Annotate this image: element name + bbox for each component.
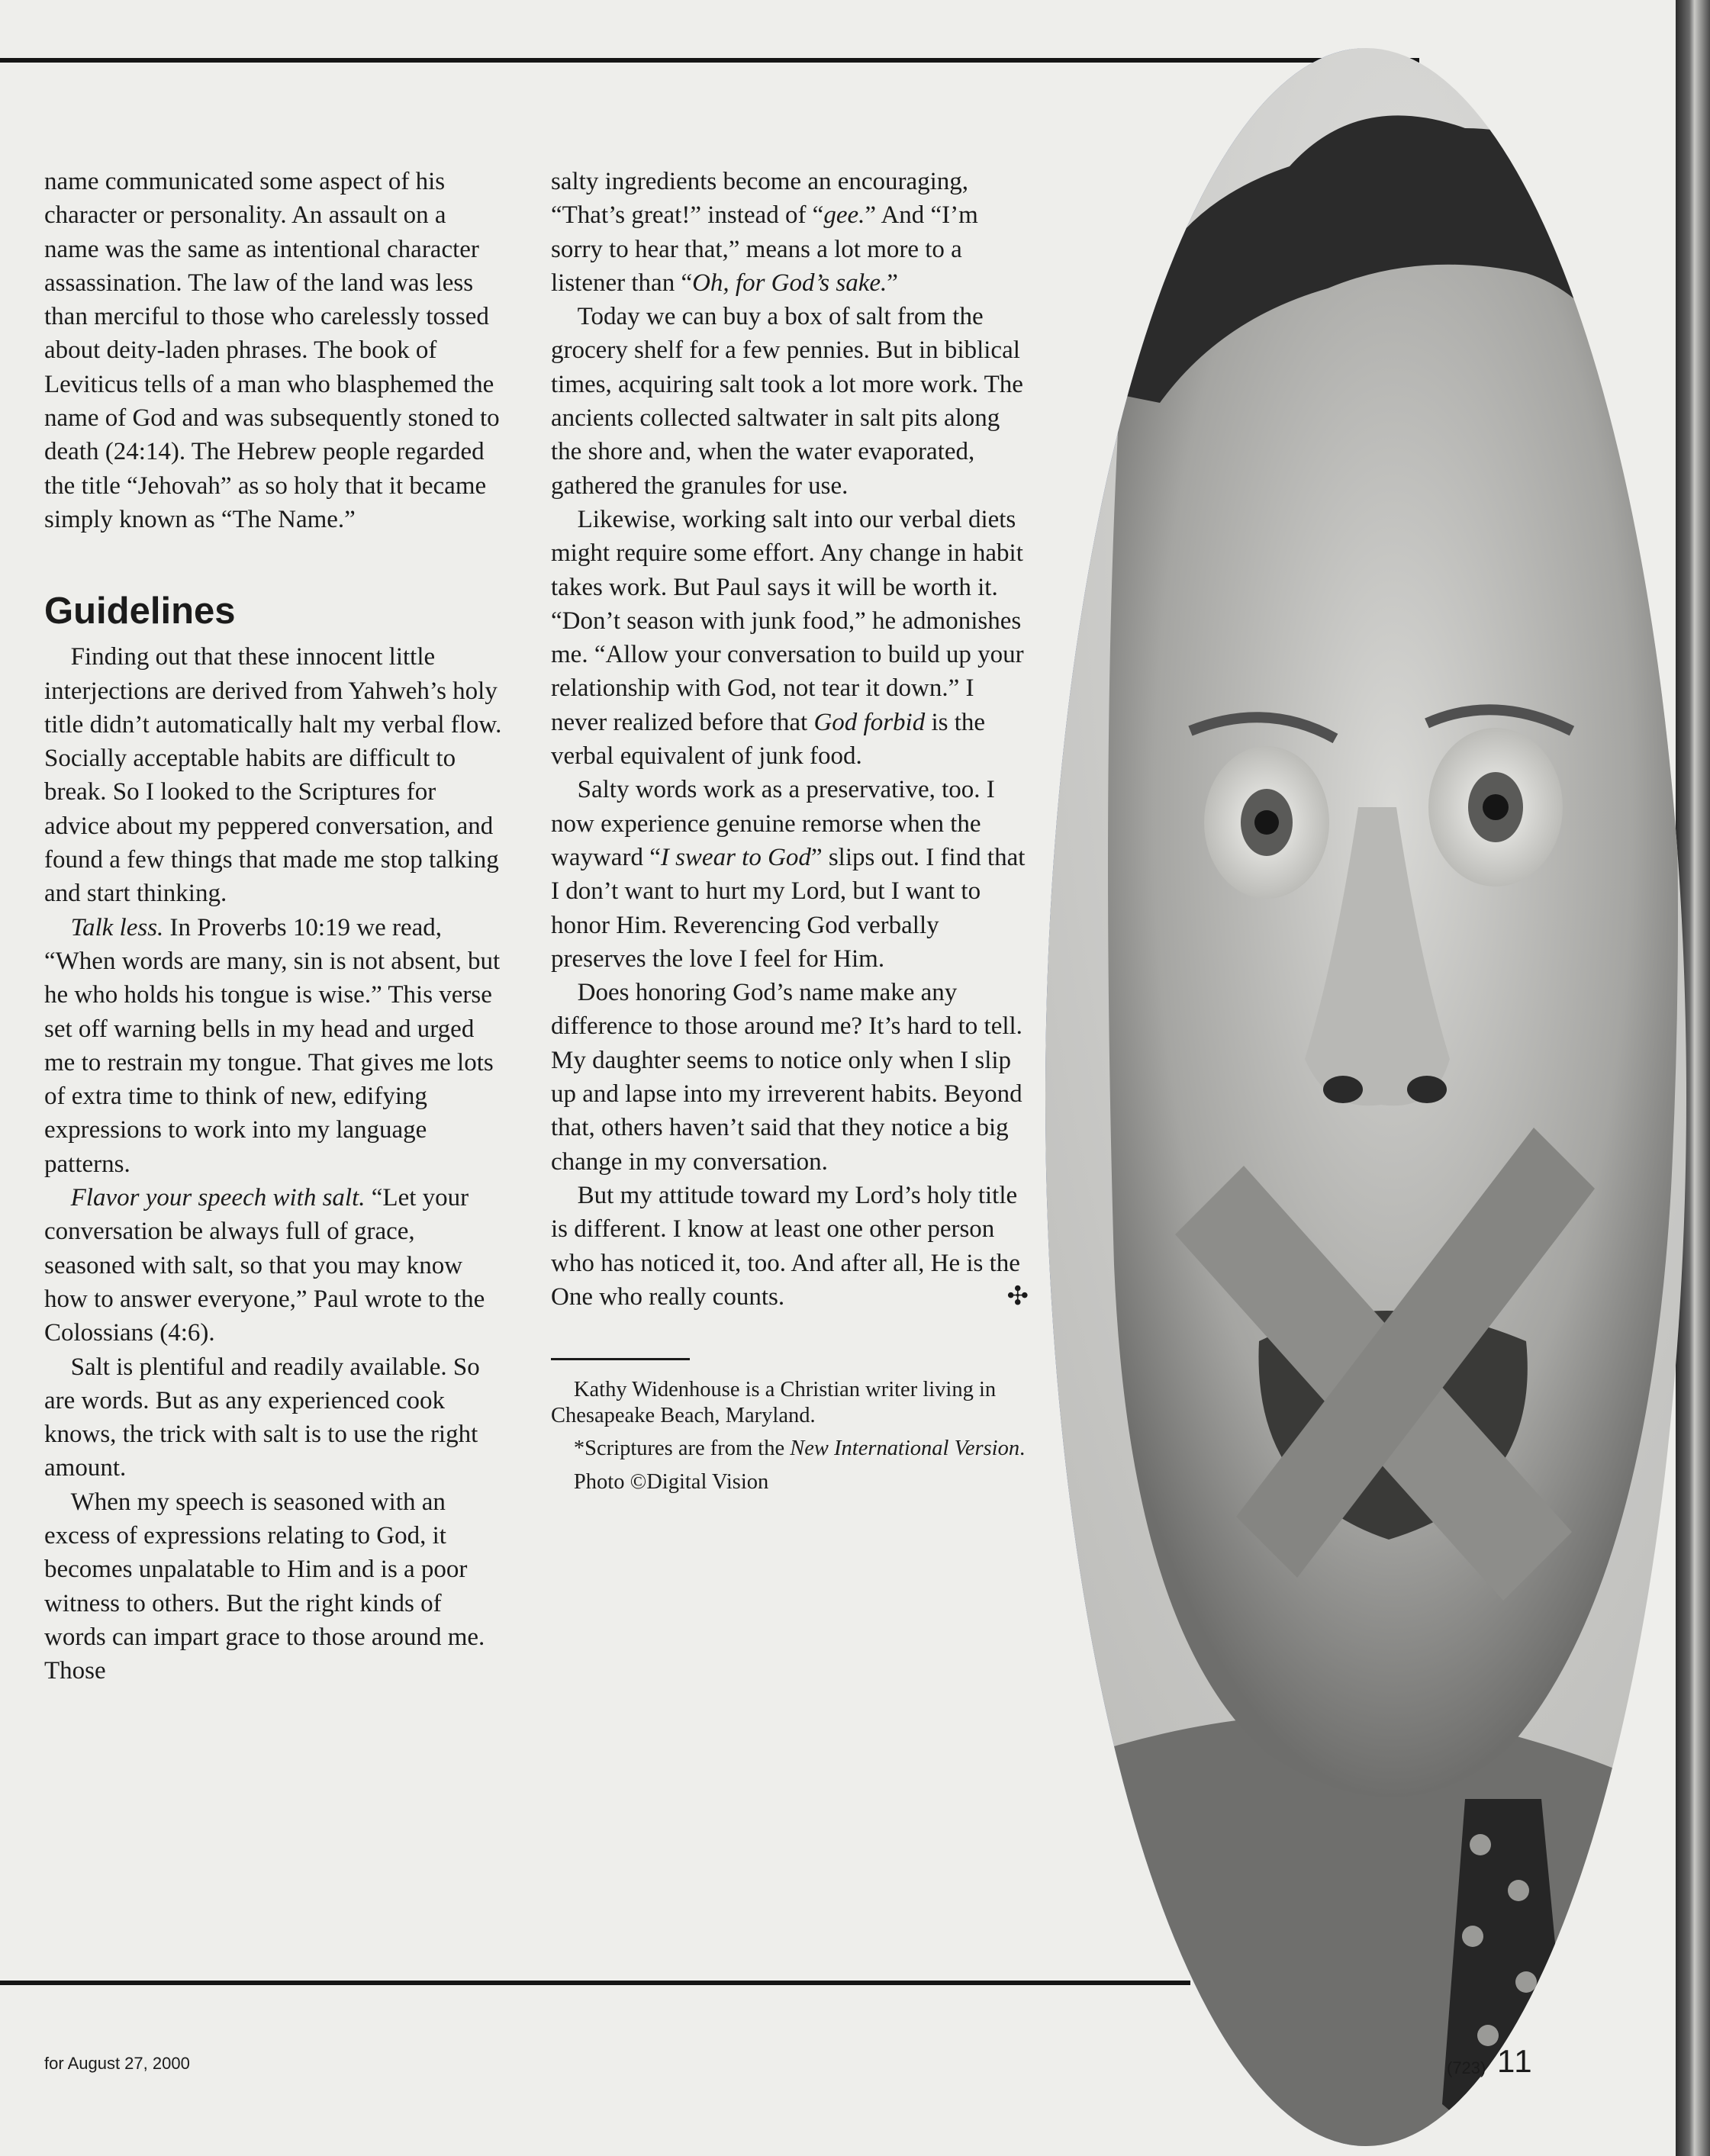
lead-in: Talk less. <box>70 913 164 941</box>
paragraph <box>551 1179 1032 1314</box>
column-2 <box>551 165 1032 1502</box>
paragraph-text: ” And “I’m sorry to hear that,” means a lot more to a listener than “ <box>551 201 978 297</box>
paragraph <box>44 1181 506 1350</box>
paragraph-text: ” slips out. I find that I don’t want to hurt my Lord, but I want to honor Him. Reverencing God verbally preserves the love I feel for Him. <box>551 843 1026 973</box>
italic-text: I swear to God <box>660 843 811 871</box>
lead-in: Flavor your speech with salt. <box>70 1184 366 1212</box>
paragraph: Does honoring God’s name make any difference to those around me? It’s hard to tell. My daughter seems to notice only when I slip up and lapse into my irreverent habits. Beyond that, others haven’t said that they notice a big change in my conversation. <box>551 979 1022 1176</box>
paragraph <box>551 503 1032 773</box>
paragraph: name communicated some aspect of his character or personality. An assault on a name was the same as intentional character assassination. The law of the land was less than merciful to those who carelessly tossed about deity-laden phrases. The book of Leviticus tells of a man who blasphemed the name of God and was subsequently stoned to death (24:14). The Hebrew people regarded the title “Jehovah” as so holy that it became simply known as “The Name.” <box>44 168 500 533</box>
paragraph <box>44 911 506 1181</box>
author-bio: Kathy Widenhouse is a Christian writer living in Chesapeake Beach, Maryland. <box>551 1378 997 1427</box>
paragraph: When my speech is seasoned with an excess of expressions relating to God, it becomes unpalatable to Him and is a poor witness to others. But the right kinds of words can impart grace to those around me. Those <box>44 1488 485 1685</box>
footer-code: (723) <box>1447 2058 1486 2077</box>
paragraph-text: Salty words work as a preservative, too. I now experience genuine remorse when the wayward “ <box>551 776 995 871</box>
section-heading: Guidelines <box>44 590 236 632</box>
paragraph-text: But my attitude toward my Lord’s holy title is different. I know at least one other person who has noticed it, too. And after all, He is the One who really counts. <box>551 1181 1020 1311</box>
paragraph-text: is the verbal equivalent of junk food. <box>551 708 986 771</box>
paragraph: Today we can buy a box of salt from the grocery shelf for a few pennies. But in biblical times, acquiring salt took a lot more work. The ancients collected saltwater in salt pits along the shore and, when the water evaporated, gathered the granules for use. <box>551 303 1023 500</box>
article-photo <box>1038 44 1694 2150</box>
scripture-note <box>551 1436 1032 1462</box>
paragraph-text: “Let your conversation be always full of grace, seasoned with salt, so that you may know how to answer everyone,” Paul wrote to the Colossians (4:6). <box>44 1184 485 1347</box>
paragraph <box>551 773 1032 976</box>
paragraph <box>551 165 1032 300</box>
paragraph-text: salty ingredients become an encouraging, “That’s great!” instead of “ <box>551 168 969 230</box>
bottom-rule <box>0 1981 1190 1985</box>
italic-text: God forbid <box>813 708 926 736</box>
paragraph-text: Likewise, working salt into our verbal diets might require some effort. Any change in habit takes work. But Paul says it will be worth it. “Don’t season with junk food,” he admonishes me. “Allow your conversation to build up your relationship with God, not tear it down.” I never realized before that <box>551 505 1024 736</box>
note-text: *Scriptures are from the <box>573 1437 791 1461</box>
bio-rule <box>551 1358 690 1360</box>
footer-date: for August 27, 2000 <box>44 2054 190 2073</box>
paragraph-text: In Proverbs 10:19 we read, “When words are many, sin is not absent, but he who holds his tongue is wise.” This verse set off warning bells in my head and urged me to restrain my tongue. That gives me lots of extra time to think of new, edifying expressions to work into my language patterns. <box>44 913 501 1178</box>
paragraph: Finding out that these innocent little interjections are derived from Yahweh’s holy title didn’t automatically halt my verbal flow. Socially acceptable habits are difficult to break. So I looked to the Scriptures for advice about my peppered conversation, and found a few things that made me stop talking and start thinking. <box>44 643 502 908</box>
italic-text: New International Version <box>790 1437 1020 1461</box>
photo-credit: Photo ©Digital Vision <box>573 1469 769 1494</box>
italic-text: gee. <box>823 201 865 230</box>
paragraph: Salt is plentiful and readily available. So are words. But as any experienced cook knows, the trick with salt is to use the right amount. <box>44 1353 480 1482</box>
page-number: 11 <box>1497 2043 1534 2079</box>
column-1 <box>44 165 506 1688</box>
end-mark-icon: ✣ <box>1006 1282 1029 1311</box>
paragraph-text: ” <box>887 269 898 297</box>
note-text: . <box>1019 1437 1026 1461</box>
italic-text: Oh, for God’s sake. <box>692 269 887 297</box>
